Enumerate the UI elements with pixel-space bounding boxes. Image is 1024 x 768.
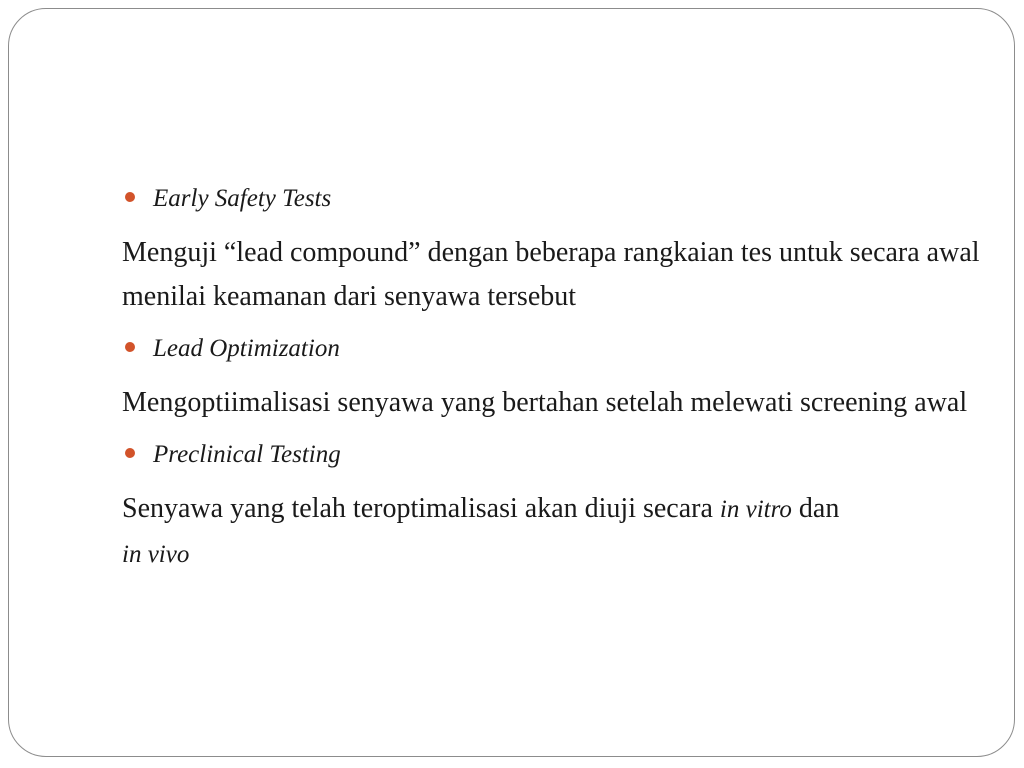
- italic-term-in-vitro: in vitro: [719, 496, 792, 523]
- bullet-heading: Preclinical Testing: [153, 441, 341, 468]
- bullet-item-lead-optimization: [122, 331, 982, 367]
- bullet-dot-icon: [125, 342, 135, 352]
- bullet-item-preclinical-testing: [122, 437, 982, 473]
- bullet-heading: Early Safety Tests: [153, 185, 332, 212]
- italic-term-in-vivo: in vivo: [122, 541, 190, 568]
- paragraph-early-safety-tests: Menguji “lead compound” dengan beberapa rangkaian tes untuk secara awal menilai keamanan dari senyawa tersebut: [122, 237, 980, 312]
- paragraph-text: Senyawa yang telah teroptimalisasi akan diuji secara: [122, 493, 720, 524]
- bullet-dot-icon: [125, 192, 135, 202]
- slide-content: [122, 179, 982, 589]
- bullet-item-early-safety-tests: [122, 181, 982, 217]
- slide-frame: [8, 8, 1015, 757]
- bullet-dot-icon: [125, 448, 135, 458]
- bullet-heading: Lead Optimization: [153, 335, 340, 362]
- paragraph-lead-optimization: Mengoptiimalisasi senyawa yang bertahan setelah melewati screening awal: [122, 387, 968, 418]
- paragraph-text: dan: [791, 493, 840, 524]
- paragraph-preclinical-testing: [122, 487, 982, 577]
